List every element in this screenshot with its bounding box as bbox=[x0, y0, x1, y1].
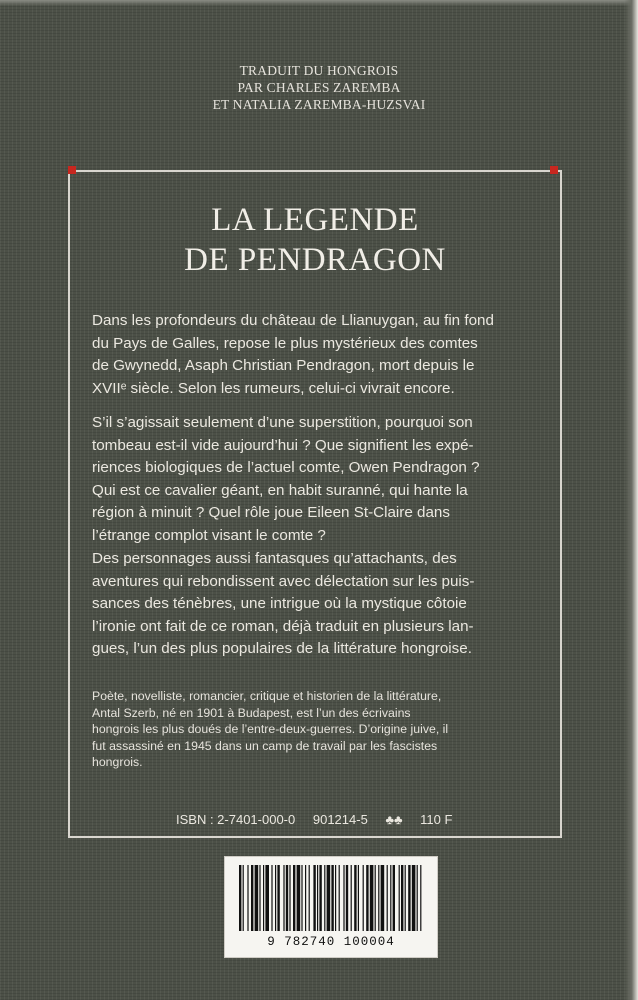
bio-line: Poète, novelliste, romancier, critique et historien de la littérature, bbox=[92, 689, 442, 703]
author-bio bbox=[92, 688, 522, 771]
barcode-bar bbox=[309, 865, 310, 931]
translator-line-3: ET NATALIA ZAREMBA-HUZSVAI bbox=[212, 97, 426, 112]
barcode-bar bbox=[401, 865, 403, 931]
isbn-line bbox=[176, 812, 536, 827]
barcode-bar bbox=[370, 865, 374, 931]
barcode-bar bbox=[301, 865, 302, 931]
synopsis-paragraph-3 bbox=[92, 548, 522, 661]
barcode-bar bbox=[420, 865, 421, 931]
title-line-2: DE PENDRAGON bbox=[184, 242, 446, 278]
barcode-number: 9 782740 100004 bbox=[267, 935, 395, 949]
barcode-bar bbox=[408, 865, 410, 931]
book-title bbox=[70, 200, 560, 280]
text-line: du Pays de Galles, repose le plus mystérieux des comtes bbox=[92, 334, 478, 352]
translator-line-1: TRADUIT DU HONGROIS bbox=[239, 63, 399, 78]
barcode-bar bbox=[405, 865, 406, 931]
barcode-bar bbox=[378, 865, 379, 931]
text-line: gues, l’un des plus populaires de la littérature hongroise. bbox=[92, 640, 472, 657]
text-line: de Gwynedd, Asaph Christian Pendragon, mort depuis le bbox=[92, 357, 475, 374]
text-line: tombeau est-il vide aujourd’hui ? Que signifient les expé- bbox=[92, 436, 474, 454]
synopsis-paragraph-1 bbox=[92, 310, 522, 400]
barcode-bar bbox=[335, 865, 336, 931]
barcode bbox=[224, 856, 438, 958]
page-edge-top bbox=[0, 0, 638, 6]
text-line: sances des ténèbres, une intrigue où la mystique côtoie bbox=[92, 595, 467, 612]
barcode-bar bbox=[399, 865, 400, 931]
page-edge-right bbox=[624, 0, 638, 1000]
bio-line: hongrois les plus doués de l’entre-deux-guerres. D’origine juive, il bbox=[92, 722, 449, 736]
barcode-bar bbox=[313, 865, 315, 931]
barcode-bar bbox=[339, 865, 340, 931]
translator-credit bbox=[0, 62, 638, 113]
barcode-bar bbox=[286, 865, 288, 931]
barcode-bar bbox=[265, 865, 269, 931]
isbn-number: ISBN : 2-7401-000-0 bbox=[176, 812, 296, 827]
corner-mark-right bbox=[550, 166, 558, 174]
text-line: l’étrange complot visant le comte ? bbox=[92, 526, 326, 544]
barcode-bar bbox=[412, 865, 416, 931]
bio-line: fut assassiné en 1945 dans un camp de travail par les fascistes bbox=[92, 738, 438, 753]
text-line: Des personnages aussi fantasques qu’attachants, des bbox=[92, 550, 457, 567]
product-code: 901214-5 bbox=[312, 812, 368, 827]
barcode-bar bbox=[417, 865, 418, 931]
barcode-bar bbox=[358, 865, 359, 931]
barcode-bar bbox=[263, 865, 264, 931]
barcode-bar bbox=[354, 865, 356, 931]
publisher-logo-icon: ♣♣ bbox=[385, 812, 403, 827]
price: 110 F bbox=[420, 812, 453, 827]
barcode-bar bbox=[293, 865, 295, 931]
barcode-bar bbox=[393, 865, 395, 931]
text-line: Qui est ce cavalier géant, en habit suranné, qui hante la bbox=[92, 481, 468, 499]
barcode-bar bbox=[343, 865, 344, 931]
barcode-bar bbox=[289, 865, 290, 931]
barcode-bars bbox=[237, 865, 425, 933]
corner-mark-left bbox=[68, 166, 76, 174]
barcode-bar bbox=[305, 865, 306, 931]
barcode-bar bbox=[363, 865, 364, 931]
text-line: XVIIᵉ siècle. Selon les rumeurs, celui-ci vivrait encore. bbox=[92, 379, 455, 397]
barcode-bar bbox=[283, 865, 284, 931]
barcode-bar bbox=[331, 865, 333, 931]
barcode-bar bbox=[251, 865, 253, 931]
text-line: aventures qui rebondissent avec délectation sur les puis- bbox=[92, 572, 475, 590]
text-line: S’il s’agissait seulement d’une superstition, pourquoi son bbox=[92, 414, 473, 431]
bio-line: hongrois. bbox=[92, 755, 143, 769]
barcode-bar bbox=[247, 865, 248, 931]
barcode-bar bbox=[255, 865, 259, 931]
translator-line-2: PAR CHARLES ZAREMBA bbox=[237, 80, 401, 95]
barcode-bar bbox=[259, 865, 260, 931]
barcode-bar bbox=[387, 865, 388, 931]
text-line: Dans les profondeurs du château de Llianuygan, au fin fond bbox=[92, 312, 494, 329]
barcode-bar bbox=[381, 865, 385, 931]
barcode-bar bbox=[275, 865, 276, 931]
bio-line: Antal Szerb, né en 1901 à Budapest, est l’un des écrivains bbox=[92, 705, 411, 720]
barcode-bar bbox=[317, 865, 318, 931]
barcode-bar bbox=[351, 865, 352, 931]
barcode-bar bbox=[390, 865, 391, 931]
barcode-bar bbox=[324, 865, 325, 931]
barcode-bar bbox=[346, 865, 348, 931]
barcode-bar bbox=[239, 865, 241, 931]
barcode-bar bbox=[375, 865, 376, 931]
barcode-bar bbox=[319, 865, 321, 931]
title-line-1: LA LEGENDE bbox=[211, 202, 419, 238]
text-line: région à minuit ? Quel rôle joue Eileen St-Claire dans bbox=[92, 504, 450, 521]
barcode-bar bbox=[243, 865, 244, 931]
text-line: l’ironie ont fait de ce roman, déjà traduit en plusieurs lan- bbox=[92, 617, 474, 635]
barcode-bar bbox=[277, 865, 279, 931]
text-line: riences biologiques de l’actuel comte, Owen Pendragon ? bbox=[92, 459, 480, 476]
barcode-bar bbox=[297, 865, 301, 931]
barcode-bar bbox=[327, 865, 331, 931]
barcode-bar bbox=[271, 865, 272, 931]
barcode-bar bbox=[366, 865, 368, 931]
synopsis-paragraph-2 bbox=[92, 412, 522, 547]
